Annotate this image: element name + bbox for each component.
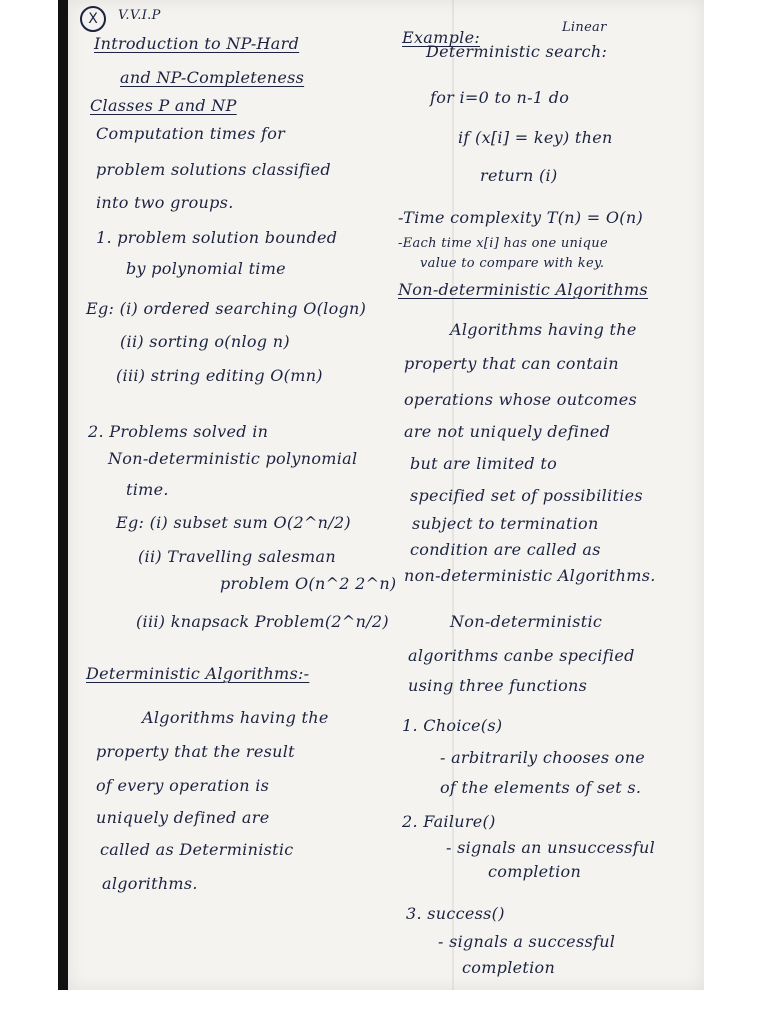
left-text: (iii) knapsack Problem(2^n/2) xyxy=(136,612,389,631)
left-text: uniquely defined are xyxy=(96,808,270,827)
left-text: (ii) sorting o(nlog n) xyxy=(120,332,290,351)
right-text: - arbitrarily chooses one xyxy=(440,748,646,767)
left-text: property that the result xyxy=(96,742,295,761)
left-text: Computation times for xyxy=(96,124,286,143)
left-text: called as Deterministic xyxy=(100,840,294,859)
right-text: -Time complexity T(n) = O(n) xyxy=(398,208,643,227)
title-line-2: and NP-Completeness xyxy=(120,68,305,87)
left-text: of every operation is xyxy=(96,776,270,795)
right-text: but are limited to xyxy=(410,454,558,473)
left-text: algorithms. xyxy=(102,874,198,893)
right-text: non-deterministic Algorithms. xyxy=(404,566,656,585)
right-text: algorithms canbe specified xyxy=(408,646,635,665)
section-heading-nondeterministic: Non-deterministic Algorithms xyxy=(398,280,648,299)
right-text: if (x[i] = key) then xyxy=(458,128,613,147)
left-text: (iii) string editing O(mn) xyxy=(116,366,323,385)
right-text: -Each time x[i] has one unique xyxy=(398,236,608,251)
right-text: completion xyxy=(462,958,556,977)
left-text: problem O(n^2 2^n) xyxy=(220,574,397,593)
right-text: Deterministic search: xyxy=(426,42,608,61)
scan-border-left xyxy=(0,0,68,1024)
right-text: property that can contain xyxy=(404,354,619,373)
left-text: Algorithms having the xyxy=(142,708,329,727)
right-text: operations whose outcomes xyxy=(404,390,638,409)
right-text: value to compare with key. xyxy=(420,256,605,271)
right-text: are not uniquely defined xyxy=(404,422,611,441)
right-text: specified set of possibilities xyxy=(410,486,643,505)
circled-mark: X xyxy=(80,6,106,32)
section-heading-deterministic: Deterministic Algorithms:- xyxy=(86,664,310,683)
right-text: 3. success() xyxy=(406,904,505,923)
right-text: for i=0 to n-1 do xyxy=(430,88,570,107)
right-text: Non-deterministic xyxy=(450,612,603,631)
vvip-note: V.V.I.P xyxy=(118,8,161,23)
right-text: 1. Choice(s) xyxy=(402,716,503,735)
right-text: - signals an unsuccessful xyxy=(446,838,656,857)
right-text: Algorithms having the xyxy=(450,320,637,339)
example-heading: Example: xyxy=(402,28,481,47)
left-text: Non-deterministic polynomial xyxy=(108,449,358,468)
right-text: - signals a successful xyxy=(438,932,616,951)
annotation-linear: Linear xyxy=(562,20,607,35)
right-text: of the elements of set s. xyxy=(440,778,642,797)
left-text: Eg: (i) subset sum O(2^n/2) xyxy=(116,513,351,532)
right-text: completion xyxy=(488,862,582,881)
left-text: 1. problem solution bounded xyxy=(96,228,338,247)
left-text: time. xyxy=(126,480,169,499)
left-text: (ii) Travelling salesman xyxy=(138,547,336,566)
right-text: using three functions xyxy=(408,676,588,695)
right-text: subject to termination xyxy=(412,514,599,533)
left-text: Eg: (i) ordered searching O(logn) xyxy=(86,299,367,318)
left-text: 2. Problems solved in xyxy=(88,422,269,441)
right-text: return (i) xyxy=(480,166,558,185)
left-text: into two groups. xyxy=(96,193,234,212)
right-text: 2. Failure() xyxy=(402,812,496,831)
right-text: condition are called as xyxy=(410,540,601,559)
title-line-1: Introduction to NP-Hard xyxy=(94,34,300,53)
left-text: problem solutions classified xyxy=(96,160,331,179)
section-heading-classes: Classes P and NP xyxy=(90,96,237,115)
left-text: by polynomial time xyxy=(126,259,286,278)
scan-border-bottom xyxy=(66,990,768,1024)
